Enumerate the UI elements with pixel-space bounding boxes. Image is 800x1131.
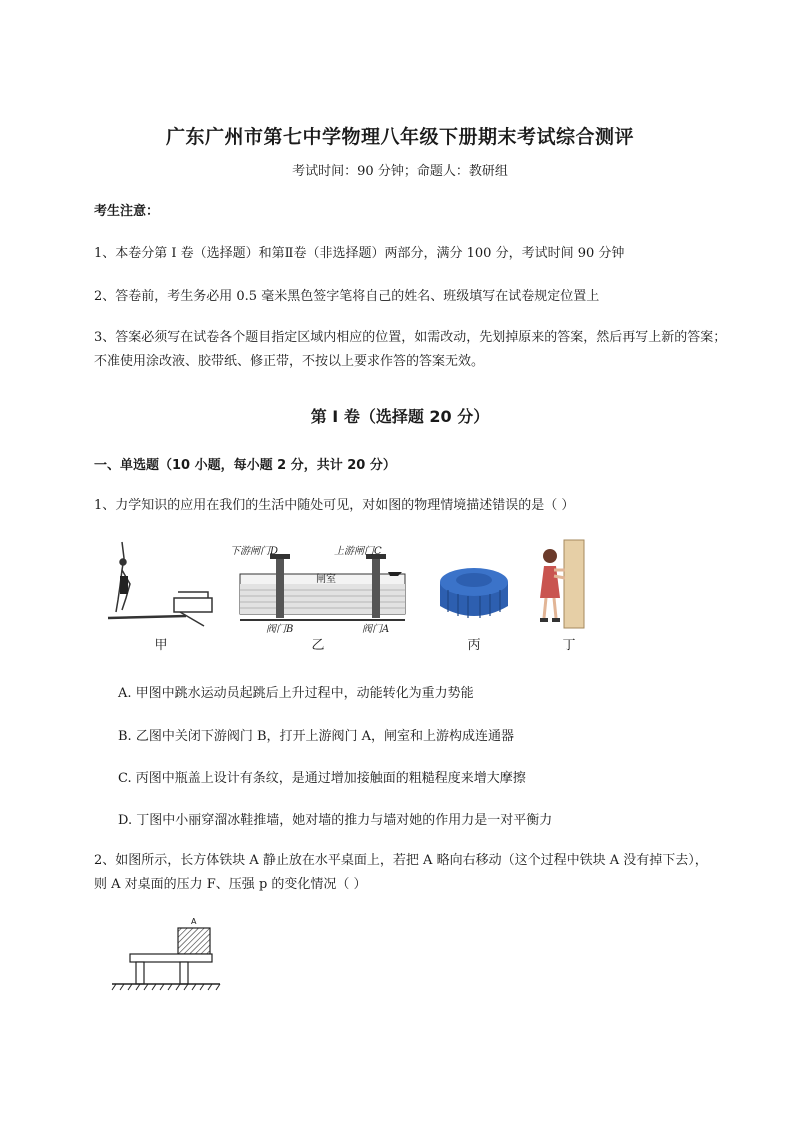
figure-caption-jia: 甲 <box>154 638 168 653</box>
notice-item-1: 1、本卷分第 I 卷（选择题）和第Ⅱ卷（非选择题）两部分，满分 100 分，考试时间 90 分钟 <box>94 246 625 261</box>
figure-caption-yi: 乙 <box>311 638 325 653</box>
question-1-option-b[interactable]: B. 乙图中关闭下游阀门 B，打开上游阀门 A，闸室和上游构成连通器 <box>118 729 515 744</box>
question-1-option-a[interactable]: A. 甲图中跳水运动员起跳后上升过程中，动能转化为重力势能 <box>118 686 474 701</box>
notice-heading: 考生注意： <box>94 204 160 219</box>
label-valve-b: 阀门B <box>266 624 294 635</box>
notice-item-2: 2、答卷前，考生务必用 0.5 毫米黑色签字笔将自己的姓名、班级填写在试卷规定位置上 <box>94 289 600 304</box>
figure-q2-table <box>112 918 222 998</box>
label-valve-a: 阀门A <box>362 624 390 635</box>
label-gate-c: 上游闸门C <box>334 546 382 557</box>
question-1-option-c[interactable]: C. 丙图中瓶盖上设计有条纹，是通过增加接触面的粗糙程度来增大摩擦 <box>118 771 526 786</box>
section-title: 第 I 卷（选择题 20 分） <box>310 407 490 426</box>
question-2-stem: 2、如图所示，长方体铁块 A 静止放在水平桌面上，若把 A 略向右移动（这个过程中铁块 A 没有掉下去），则 A 对桌面的压力 F、压强 p 的变化情况（ ） <box>94 853 708 892</box>
figure-jia <box>108 540 213 630</box>
part-heading: 一、单选题（10 小题，每小题 2 分，共计 20 分） <box>94 458 396 473</box>
figure-bing <box>436 560 512 626</box>
page-subtitle: 考试时间：90 分钟；命题人：教研组 <box>292 164 508 179</box>
question-1-option-d[interactable]: D. 丁图中小丽穿溜冰鞋推墙，她对墙的推力与墙对她的作用力是一对平衡力 <box>118 813 553 828</box>
figure-caption-bing: 丙 <box>467 638 481 653</box>
notice-item-3: 3、答案必须写在试卷各个题目指定区域内相应的位置，如需改动，先划掉原来的答案，然后再写上新的答案；不准使用涂改液、胶带纸、修正带，不按以上要求作答的答案无效。 <box>94 330 727 369</box>
label-gate-d: 下游闸门D <box>230 546 279 557</box>
page-title: 广东广州市第七中学物理八年级下册期末考试综合测评 <box>165 126 634 148</box>
figure-q2-label-a: A <box>191 917 197 926</box>
figure-caption-ding: 丁 <box>562 638 576 653</box>
question-1-stem: 1、力学知识的应用在我们的生活中随处可见，对如图的物理情境描述错误的是（ ） <box>94 498 575 513</box>
label-chamber: 闸室 <box>316 574 336 585</box>
figure-ding <box>534 540 584 630</box>
